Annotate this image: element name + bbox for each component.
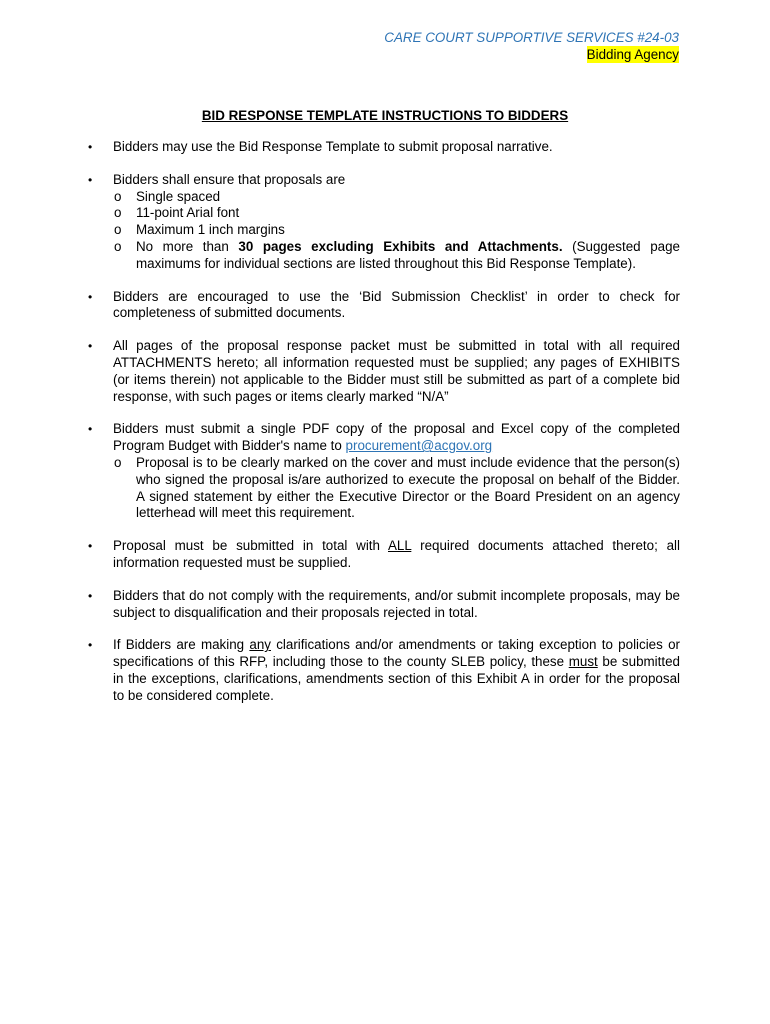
sub-list-item bbox=[113, 205, 680, 222]
page-header bbox=[384, 29, 679, 63]
rfp-number: CARE COURT SUPPORTIVE SERVICES #24-03 bbox=[384, 30, 679, 45]
list-item bbox=[88, 637, 680, 704]
sub-item-text: 11-point Arial font bbox=[136, 205, 240, 221]
item-text: Bidders that do not comply with the requirements, and/or submit incomplete proposals, may be subject to disqualification and their proposals rejected in total. bbox=[113, 587, 680, 620]
sub-bullet-icon: o bbox=[114, 222, 122, 238]
list-item bbox=[88, 172, 680, 273]
sub-item-text: Proposal is to be clearly marked on the cover and must include evidence that the person(s) who signed the proposal is/are authorized to execute the proposal on behalf of the Bidder. A signed statement by either the Executive Director or the Board President on an agency letterhead will meet this requirement. bbox=[136, 454, 680, 521]
document-title: BID RESPONSE TEMPLATE INSTRUCTIONS TO BIDDERS bbox=[201, 108, 569, 123]
bullet-icon: • bbox=[88, 588, 93, 603]
instructions-list bbox=[88, 139, 680, 721]
sub-item-text: (Suggested page maximums for individual sections are listed throughout this Bid Response Template). bbox=[136, 238, 680, 271]
sub-bullet-icon: o bbox=[114, 454, 122, 470]
item-text: be submitted in the exceptions, clarifications, amendments section of this Exhibit A in order for the proposal to be considered complete. bbox=[113, 654, 680, 703]
bullet-icon: • bbox=[88, 289, 93, 304]
sub-item-text: Maximum 1 inch margins bbox=[136, 222, 285, 238]
list-item bbox=[88, 139, 680, 156]
item-text: clarifications and/or amendments or taking exception to policies or specifications of this RFP, including those to the county SLEB policy, these bbox=[113, 637, 680, 670]
sub-list-item bbox=[113, 189, 680, 206]
sub-item-text: Single spaced bbox=[136, 188, 221, 204]
underlined-text: any bbox=[249, 637, 271, 653]
item-text: required documents attached thereto; all information requested must be supplied. bbox=[113, 538, 680, 570]
item-text: If Bidders are making bbox=[113, 637, 250, 653]
item-text: Bidders shall ensure that proposals are bbox=[113, 171, 346, 187]
procurement-email-link[interactable]: procurement@acgov.org bbox=[345, 438, 493, 454]
sub-bullet-icon: o bbox=[114, 188, 122, 204]
sub-bullet-icon: o bbox=[114, 205, 122, 221]
bullet-icon: • bbox=[88, 172, 93, 187]
list-item bbox=[88, 338, 680, 405]
list-item bbox=[88, 538, 680, 572]
bullet-icon: • bbox=[88, 140, 93, 154]
item-text: Bidders must submit a single PDF copy of the proposal and Excel copy of the completed Program Budget with Bidder's name to bbox=[113, 421, 680, 454]
underlined-text: ALL bbox=[388, 538, 412, 554]
sub-list-item bbox=[113, 455, 680, 522]
list-item bbox=[88, 588, 680, 622]
sub-list-item bbox=[113, 222, 680, 239]
page-limit-emphasis: 30 pages excluding Exhibits and Attachments. bbox=[238, 238, 563, 254]
sub-list-item bbox=[113, 239, 680, 273]
sub-item-text: No more than bbox=[136, 238, 239, 254]
bullet-icon: • bbox=[88, 339, 93, 354]
item-text: All pages of the proposal response packet must be submitted in total with all required ATTACHMENTS hereto; all information requested must be supplied; any pages of EXHIBITS (or items therein) not applicable to the Bidder must still be submitted as part of a complete bid response, with such pages or items clearly marked “N/A” bbox=[113, 338, 680, 404]
bullet-icon: • bbox=[88, 638, 93, 653]
sub-bullet-icon: o bbox=[114, 238, 122, 254]
bullet-icon: • bbox=[88, 422, 93, 437]
bullet-icon: • bbox=[88, 539, 93, 554]
item-text: Proposal must be submitted in total with bbox=[113, 538, 388, 554]
underlined-text: must bbox=[568, 654, 598, 670]
list-item bbox=[88, 421, 680, 522]
item-text: Bidders may use the Bid Response Template to submit proposal narrative. bbox=[113, 139, 553, 154]
bidding-agency-highlight: Bidding Agency bbox=[586, 47, 679, 62]
item-text: Bidders are encouraged to use the ‘Bid Submission Checklist’ in order to check for completeness of submitted documents. bbox=[113, 288, 680, 321]
list-item bbox=[88, 289, 680, 323]
